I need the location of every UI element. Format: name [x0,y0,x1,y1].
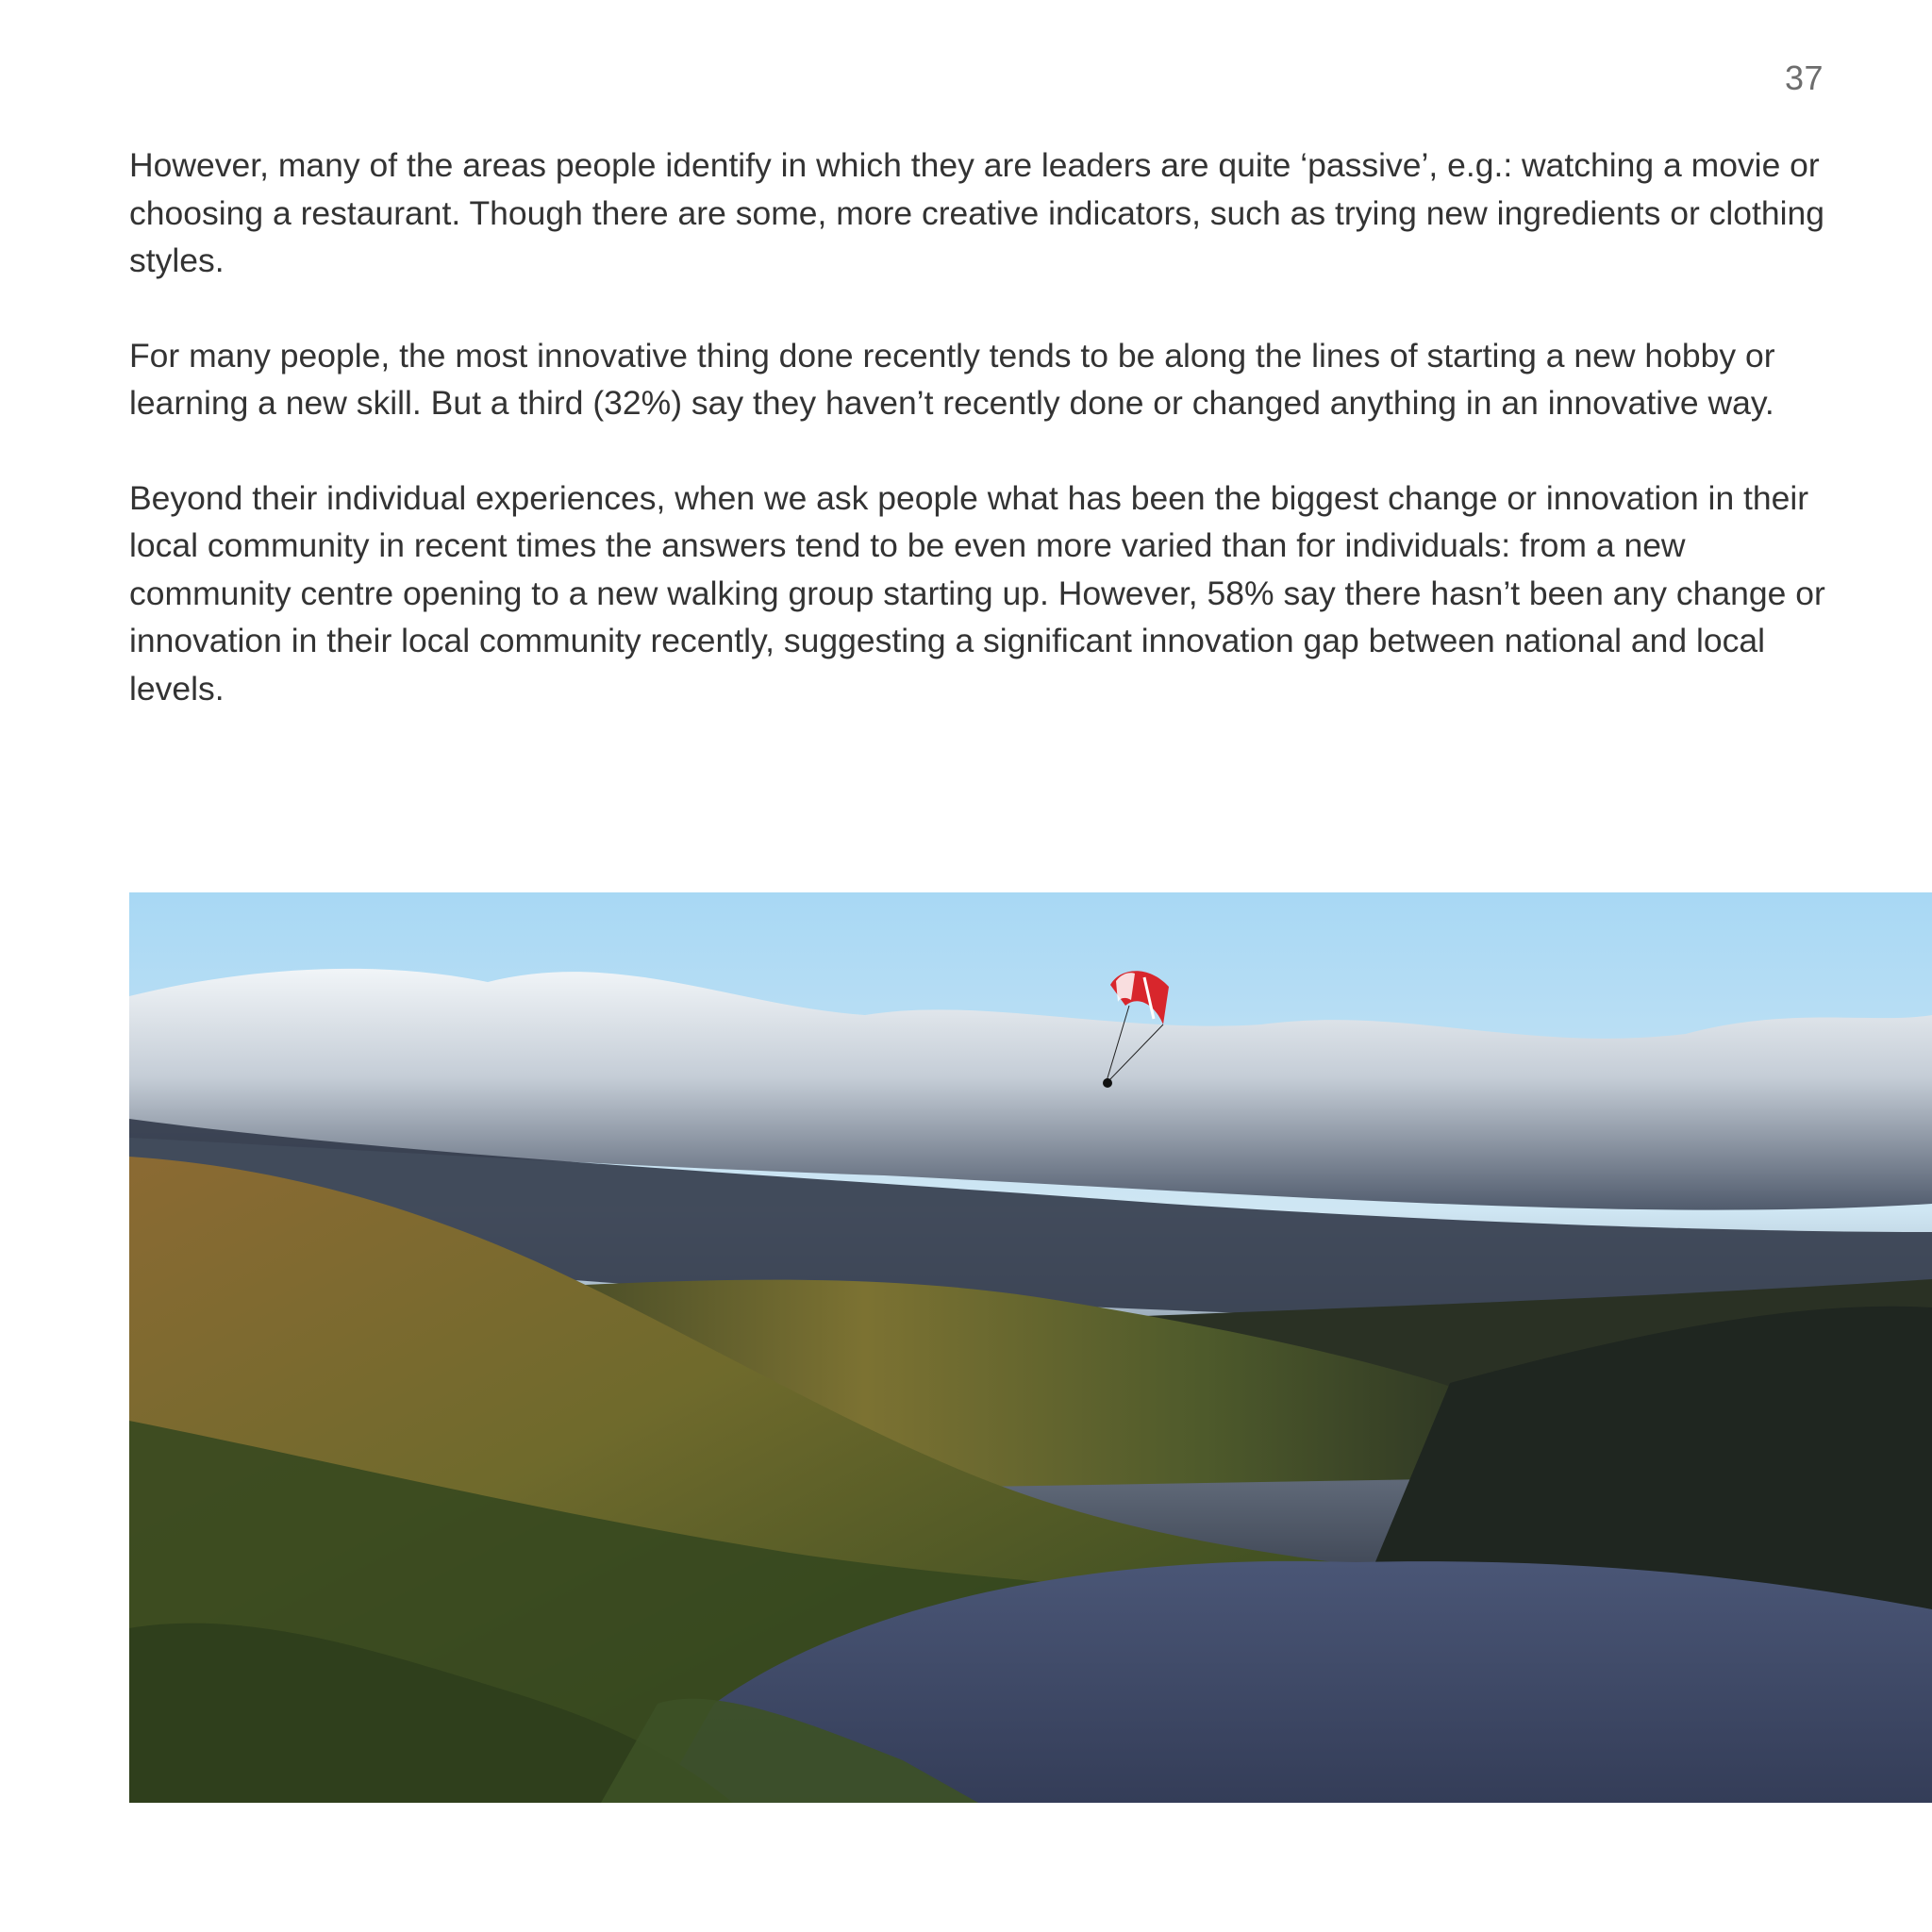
paragraph-1: However, many of the areas people identify in which they are leaders are quite ‘passive’, e.g.: watching a movie or choosing a restaurant. Though there are some, more creative indicators, such as trying new ingredients or clothing styles. [129,146,1824,279]
paragraph-2: For many people, the most innovative thing done recently tends to be along the lines of starting a new hobby or learning a new skill. But a third (32%) say they haven’t recently done or changed anything in an innovative way. [129,336,1775,422]
body-text [129,142,1827,759]
paragraph-3: Beyond their individual experiences, when we ask people what has been the biggest change or innovation in their local community in recent times the answers tend to be even more varied than for individuals: from a new community centre opening to a new walking group starting up. However, 58% say there hasn’t been any change or innovation in their local community recently, suggesting a significant innovation gap between national and local levels. [129,478,1825,708]
page-number: 37 [1784,58,1824,97]
landscape-photo [129,892,1932,1803]
